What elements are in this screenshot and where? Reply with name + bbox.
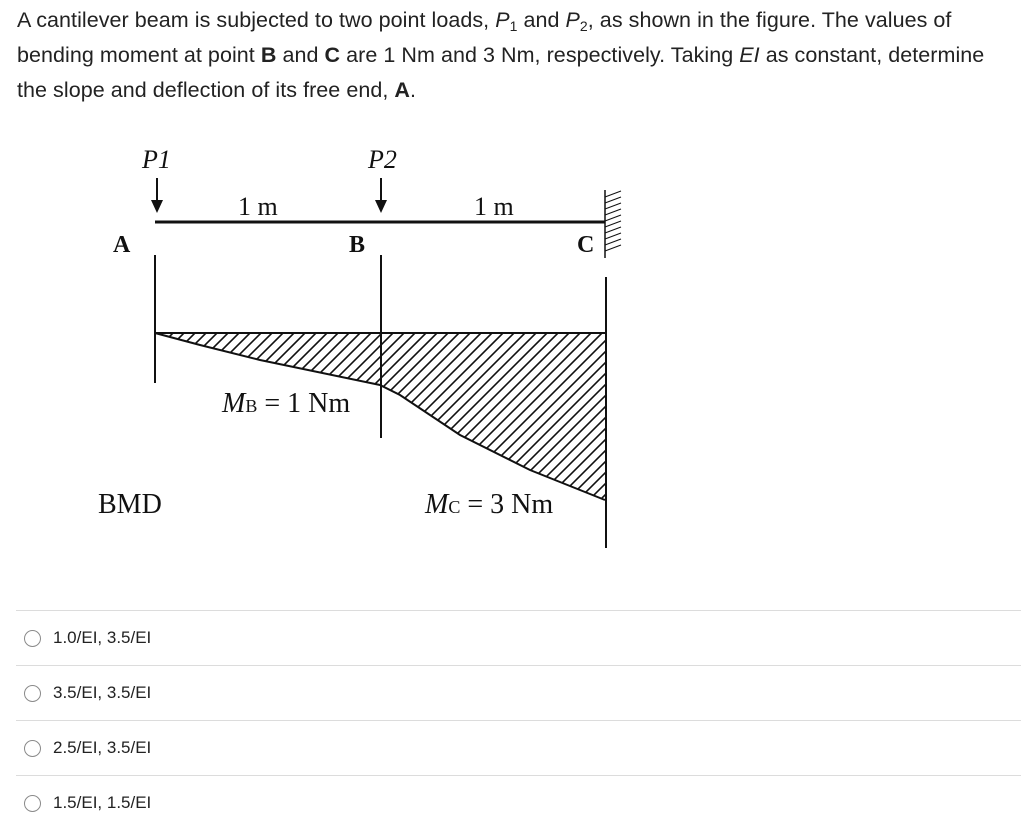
span-bc-label: 1 m (474, 192, 514, 221)
option-label: 1.5/EI, 1.5/EI (53, 793, 152, 812)
point-b-label: B (349, 232, 366, 258)
point-c-label: C (577, 232, 595, 258)
radio-button[interactable] (24, 630, 41, 647)
option-label: 2.5/EI, 3.5/EI (53, 738, 152, 757)
fixed-support (605, 190, 621, 258)
bmd-label: BMD (98, 489, 162, 520)
radio-button[interactable] (24, 795, 41, 812)
load-arrow-p2 (375, 178, 387, 213)
mb-label: MB = 1 Nm (222, 388, 351, 419)
load-arrow-p1 (151, 178, 163, 213)
mc-label: MC = 3 Nm (425, 489, 554, 520)
answer-options (16, 610, 1021, 830)
radio-button[interactable] (24, 685, 41, 702)
p2-label: P2 (368, 145, 397, 174)
p1-label: P1 (142, 145, 171, 174)
option-label: 3.5/EI, 3.5/EI (53, 683, 152, 702)
answer-option-2[interactable] (16, 665, 1021, 720)
question-text: A cantilever beam is subjected to two point loads, $P_1$ and $P_2$, as shown in the figure. The values of bending moment at point B and C are 1 Nm and 3 Nm, respectively. Taking EI as constant, determine the slope and deflection of its free end, A. (17, 8, 985, 102)
span-ab-label: 1 m (238, 192, 278, 221)
answer-option-3[interactable] (16, 720, 1021, 775)
point-a-label: A (113, 232, 131, 258)
bending-moment-diagram (0, 333, 800, 513)
answer-option-4[interactable] (16, 775, 1021, 830)
radio-button[interactable] (24, 740, 41, 757)
option-label: 1.0/EI, 3.5/EI (53, 628, 152, 647)
answer-option-1[interactable] (16, 610, 1021, 665)
